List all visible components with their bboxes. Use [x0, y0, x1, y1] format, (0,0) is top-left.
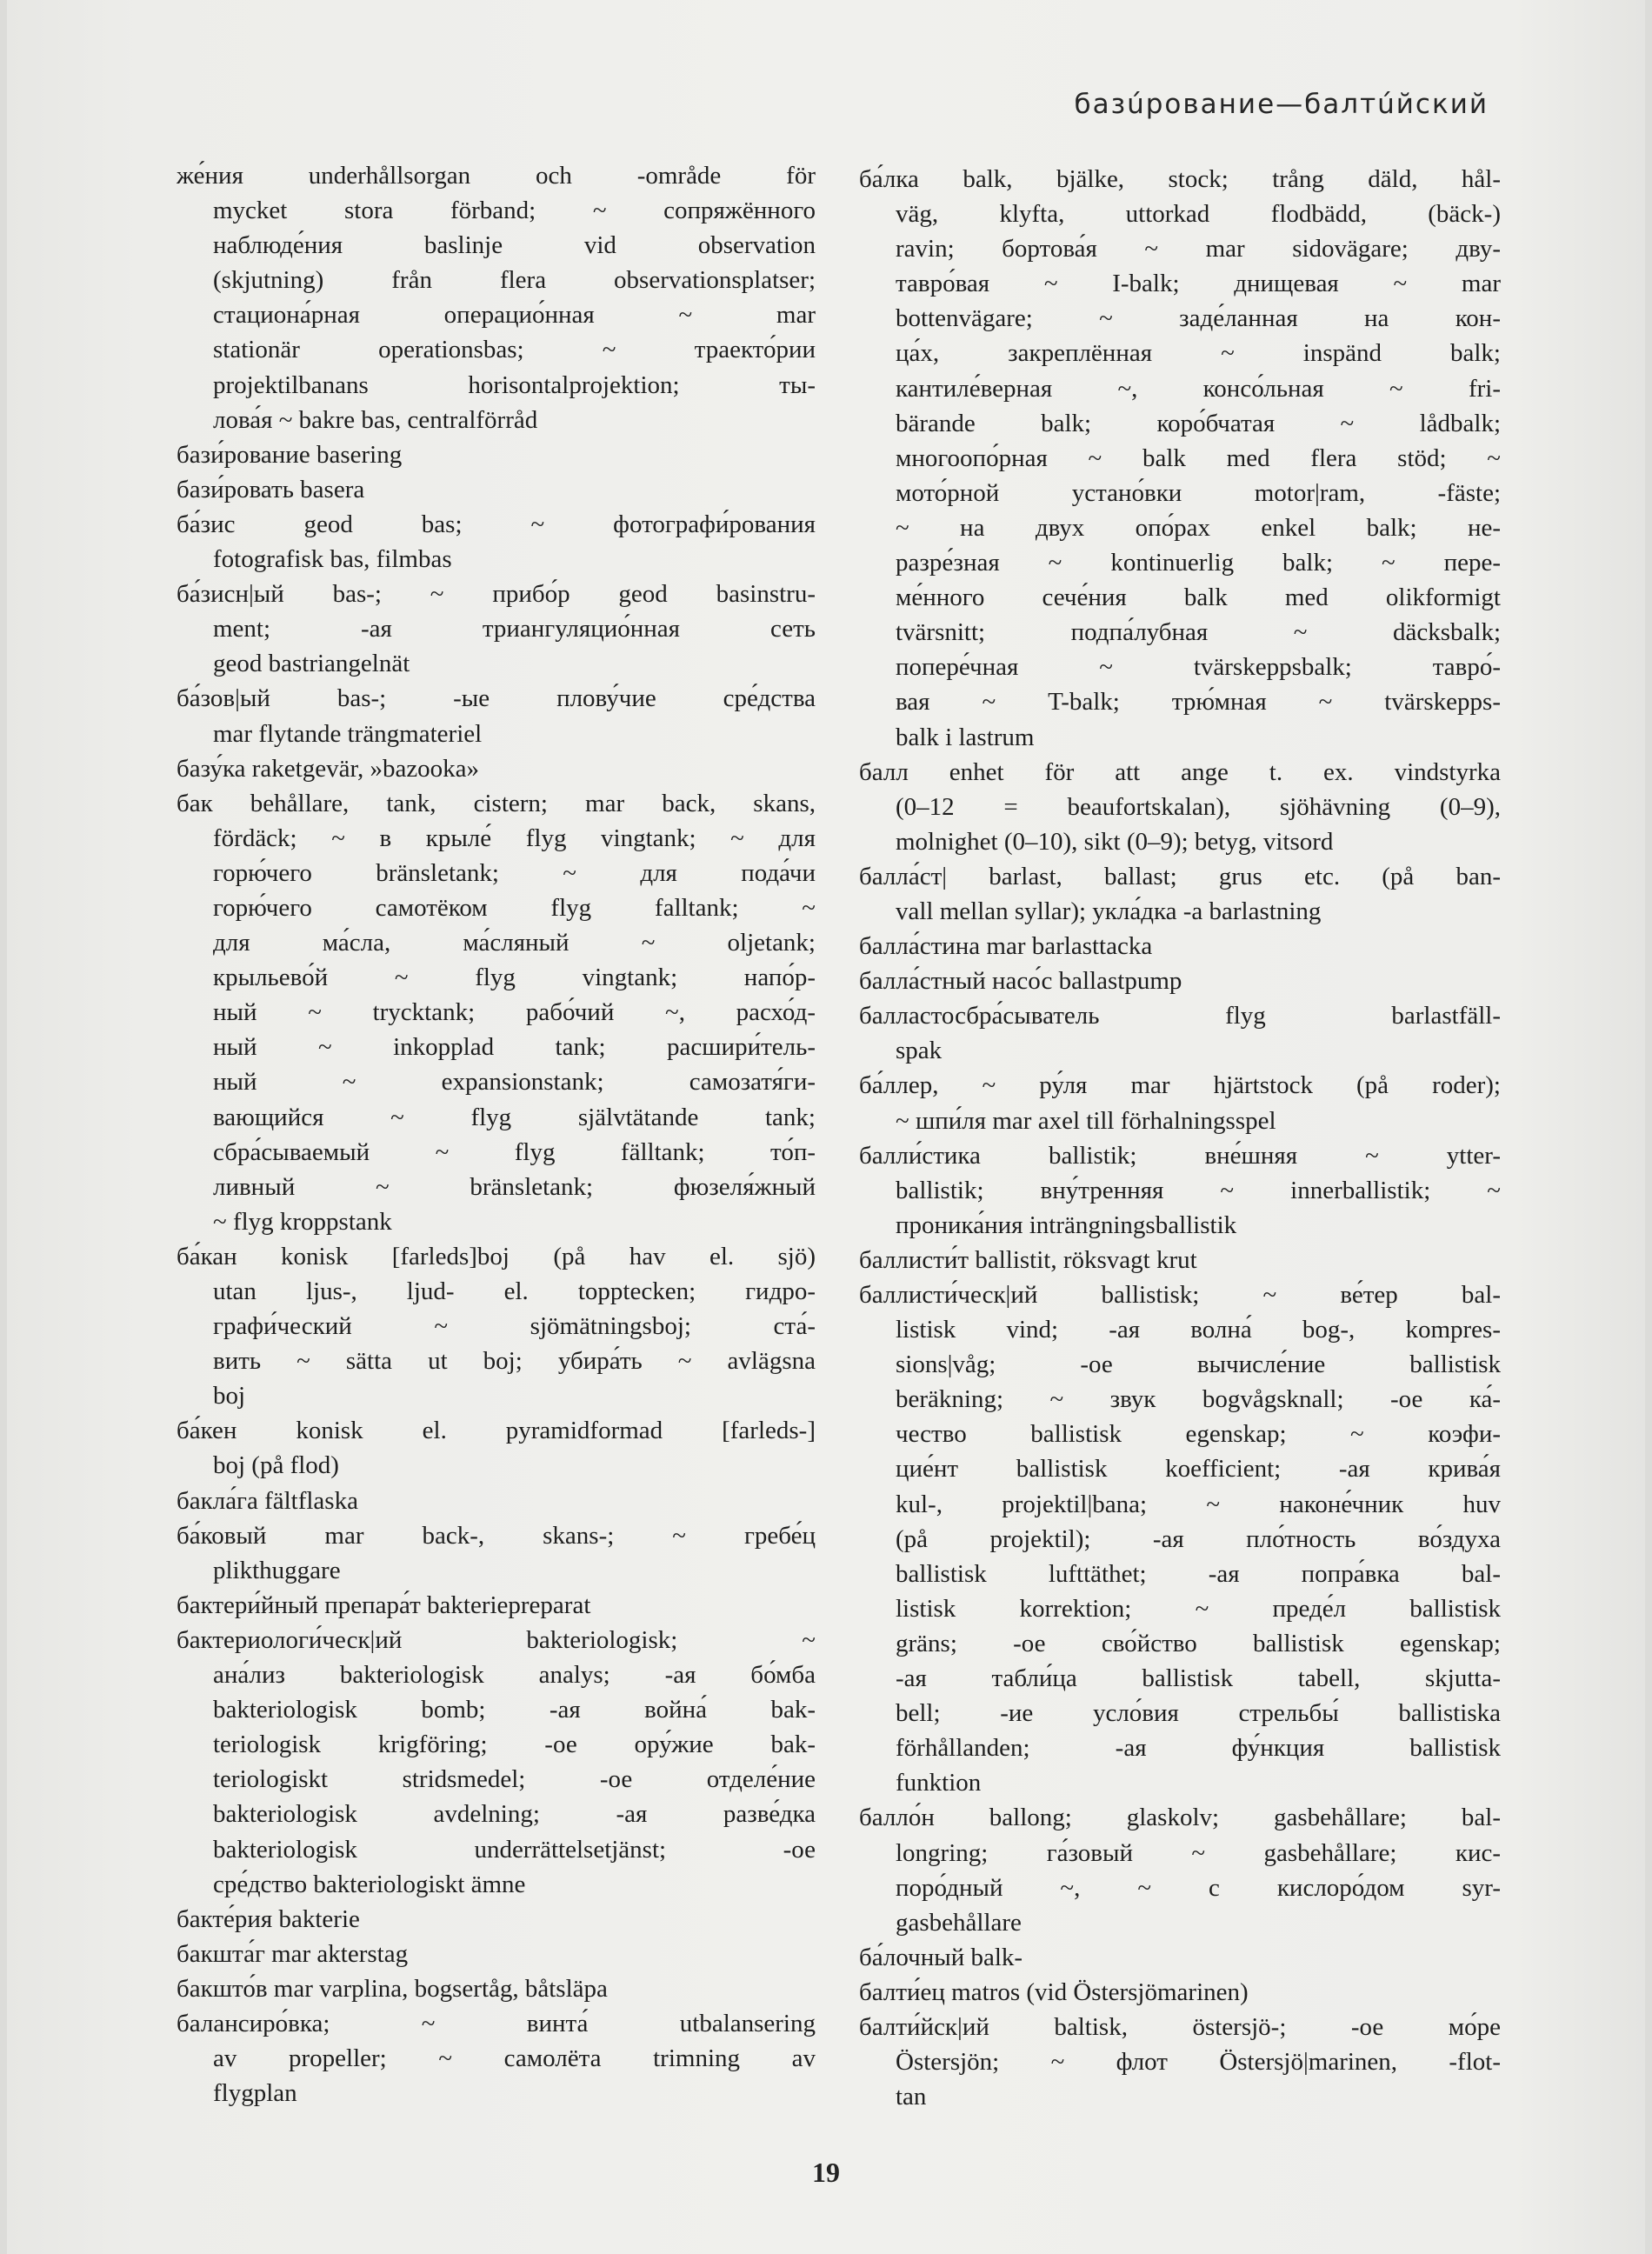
dictionary-line: бази́ровать basera — [177, 475, 365, 503]
dictionary-line: ballistisk lufttäthet; -ая попра́вка bal- — [896, 1559, 1501, 1588]
dictionary-line: разре́зная ~ kontinuerlig balk; ~ пере- — [896, 549, 1501, 577]
dictionary-line: ный ~ expansionstank; самозатя́ги- — [213, 1068, 816, 1097]
dictionary-line: ба́зис geod bas; ~ фотографи́рования — [177, 510, 816, 538]
dictionary-line: ба́лочный balk- — [859, 1943, 1023, 1971]
dictionary-line: баллисти́ческ|ий ballistisk; ~ ве́тер bal- — [859, 1281, 1501, 1309]
dictionary-line: ца́х, закреплённая ~ inspänd balk; — [896, 339, 1501, 368]
dictionary-line: балансиро́вка; ~ винта́ utbalansering — [177, 2009, 816, 2037]
dictionary-line: bakteriologisk bomb; -ая война́ bak- — [213, 1696, 816, 1724]
dictionary-line: funktion — [896, 1769, 982, 1797]
dictionary-line: ба́ллер, ~ ру́ля mar hjärtstock (på roder); — [859, 1071, 1501, 1100]
dictionary-line: (skjutning) från flera observationsplatser; — [213, 266, 816, 295]
dictionary-line: балл enhet för att ange t. ex. vindstyrka — [859, 757, 1501, 786]
running-head: базúрование—балтúйский — [1074, 89, 1489, 120]
dictionary-line: цие́нт ballistisk koefficient; -ая крива́я — [896, 1455, 1501, 1484]
dictionary-line: же́ния underhållsorgan och -område för — [177, 162, 816, 190]
dictionary-line: projektilbanans horisontalprojektion; ты- — [213, 370, 816, 399]
dictionary-line: балластосбра́сыватель flyg barlastfäll- — [859, 1002, 1501, 1030]
dictionary-line: балла́стный насо́с ballastpump — [859, 967, 1182, 996]
dictionary-line: бази́рование basering — [177, 440, 403, 469]
dictionary-line: listisk korrektion; ~ преде́л ballistisk — [896, 1594, 1501, 1623]
dictionary-line: балла́стина mar barlasttacka — [859, 932, 1153, 961]
dictionary-line: вая ~ T-balk; трю́мная ~ tvärskepps- — [896, 688, 1501, 717]
dictionary-line: ба́зисн|ый bas-; ~ прибо́р geod basinstru- — [177, 580, 816, 609]
dictionary-line: ment; -ая триангуляцио́нная сеть — [213, 615, 816, 644]
dictionary-line: бакла́га fältflaska — [177, 1486, 358, 1515]
dictionary-line: бактериологи́ческ|ий bakteriologisk; ~ — [177, 1625, 816, 1654]
dictionary-line: av propeller; ~ самолёта trimning av — [213, 2044, 816, 2073]
dictionary-line: balk i lastrum — [896, 723, 1035, 751]
dictionary-line: ба́кан konisk [farleds]boj (på hav el. sjö) — [177, 1242, 816, 1270]
dictionary-line: наблюде́ния baslinje vid observation — [213, 231, 816, 260]
dictionary-line: molnighet (0–10), sikt (0–9); betyg, vitsord — [896, 827, 1334, 856]
dictionary-line: вить ~ sätta ut boj; убира́ть ~ avlägsna — [213, 1347, 816, 1376]
dictionary-line: бакте́рия bakterie — [177, 1904, 360, 1933]
dictionary-line: сбра́сываемый ~ flyg fälltank; то́п- — [213, 1137, 816, 1166]
dictionary-line: spak — [896, 1037, 943, 1065]
right-column — [859, 162, 1501, 2114]
dictionary-line: ~ flyg kroppstank — [213, 1207, 392, 1236]
dictionary-line: горю́чего самотёком flyg falltank; ~ — [213, 893, 816, 922]
dictionary-line: fotografisk bas, filmbas — [213, 545, 452, 574]
dictionary-line: балти́йск|ий baltisk, östersjö-; -ое мо́ре — [859, 2012, 1501, 2041]
dictionary-line: kul-, projektil|bana; ~ наконе́чник huv — [896, 1490, 1501, 1518]
dictionary-line: ный ~ inkopplad tank; расшири́тель- — [213, 1033, 816, 1062]
dictionary-line: listisk vind; -ая волна́ bog-, kompres- — [896, 1316, 1501, 1344]
dictionary-line: бакшта́г mar akterstag — [177, 1939, 409, 1968]
dictionary-line: балло́н ballong; glaskolv; gasbehållare; bal- — [859, 1804, 1501, 1832]
dictionary-line: ба́ковый mar back-, skans-; ~ гребе́ц — [177, 1521, 816, 1550]
dictionary-line: longring; га́зовый ~ gasbehållare; кис- — [896, 1838, 1501, 1867]
dictionary-line: балти́ец matros (vid Östersjömarinen) — [859, 1977, 1249, 2006]
page-number: 19 — [812, 2157, 840, 2188]
dictionary-line: вающийся ~ flyg självtätande tank; — [213, 1103, 816, 1131]
dictionary-line: boj (på flod) — [213, 1451, 339, 1480]
dictionary-line: лова́я ~ bakre bas, centralförråd — [213, 405, 538, 434]
dictionary-line: ~ шпи́ля mar axel till förhalningsspel — [896, 1106, 1276, 1135]
dictionary-line: boj — [213, 1382, 246, 1410]
dictionary-line: горю́чего bränsletank; ~ для пода́чи — [213, 858, 816, 887]
dictionary-line: tan — [896, 2083, 927, 2111]
dictionary-line: балла́ст| barlast, ballast; grus etc. (på ban- — [859, 862, 1501, 890]
dictionary-line: ба́лка balk, bjälke, stock; trång däld, hål- — [859, 165, 1501, 193]
dictionary-line: -ая табли́ца ballistisk tabell, skjutta- — [896, 1664, 1501, 1693]
dictionary-line: stationär operationsbas; ~ траекто́рии — [213, 336, 816, 364]
dictionary-line: мото́рной устано́вки motor|ram, -fäste; — [896, 478, 1501, 507]
dictionary-line: förhållanden; -ая фу́нкция ballistisk — [896, 1734, 1501, 1763]
left-column — [177, 158, 816, 2111]
dictionary-line: баллисти́т ballistit, röksvagt krut — [859, 1245, 1197, 1274]
dictionary-line: бакшто́в mar varplina, bogsertåg, båtsläpa — [177, 1974, 608, 2003]
dictionary-line: многоопо́рная ~ balk med flera stöd; ~ — [896, 443, 1501, 472]
dictionary-line: plikthuggare — [213, 1556, 341, 1584]
dictionary-line: бак behållare, tank, cistern; mar back, skans, — [177, 789, 816, 817]
dictionary-line: ный ~ trycktank; рабо́чий ~, расхо́д- — [213, 998, 816, 1027]
dictionary-line: балли́стика ballistik; вне́шняя ~ ytter- — [859, 1141, 1501, 1170]
dictionary-line: bakteriologisk avdelning; -ая разве́дка — [213, 1800, 816, 1829]
dictionary-line: графи́ческий ~ sjömätningsboj; ста́- — [213, 1312, 816, 1341]
dictionary-line: ballistik; вну́тренняя ~ innerballistik; ~ — [896, 1176, 1501, 1204]
dictionary-line: сре́дство bakteriologiskt ämne — [213, 1870, 526, 1898]
dictionary-line: (på projektil); -ая пло́тность во́здуха — [896, 1524, 1501, 1553]
dictionary-line: tvärsnitt; подпа́лубная ~ däcksbalk; — [896, 618, 1501, 647]
dictionary-line: ба́кен konisk el. pyramidformad [farleds-] — [177, 1417, 816, 1445]
dictionary-line: bottenvägare; ~ заде́ланная на кон- — [896, 304, 1501, 333]
dictionary-line: mycket stora förband; ~ сопряжённого — [213, 197, 816, 225]
dictionary-line: ме́нного сече́ния balk med olikformigt — [896, 584, 1501, 612]
dictionary-line: тавро́вая ~ I-balk; днищевая ~ mar — [896, 270, 1501, 298]
dictionary-line: fördäck; ~ в крыле́ flyg vingtank; ~ для — [213, 824, 816, 852]
dictionary-line: utan ljus-, ljud- el. topptecken; гидро- — [213, 1277, 816, 1305]
dictionary-line: базу́ка raketgevär, »bazooka» — [177, 754, 480, 783]
dictionary-line: gräns; -ое сво́йство ballistisk egenskap; — [896, 1629, 1501, 1657]
dictionary-line: flygplan — [213, 2079, 297, 2108]
dictionary-line: крыльево́й ~ flyg vingtank; напо́р- — [213, 964, 816, 992]
dictionary-line: стациона́рная операцио́нная ~ mar — [213, 301, 816, 330]
dictionary-line: vall mellan syllar); укла́дка -а barlastning — [896, 897, 1322, 925]
dictionary-line: beräkning; ~ звук bogvågsknall; -ое ка́- — [896, 1385, 1501, 1414]
dictionary-line: поро́дный ~, ~ с кислоро́дом syr- — [896, 1873, 1501, 1902]
dictionary-line: бактери́йный препара́т bakteriepreparat — [177, 1590, 591, 1619]
dictionary-line: ливный ~ bränsletank; фюзеля́жный — [213, 1172, 816, 1201]
dictionary-line: bärande balk; коро́бчатая ~ lådbalk; — [896, 409, 1501, 437]
dictionary-line: проника́ния inträngningsballistik — [896, 1210, 1237, 1239]
dictionary-line: Östersjön; ~ флот Östersjö|marinen, -flot- — [896, 2048, 1501, 2077]
dictionary-line: ravin; бортова́я ~ mar sidovägare; дву- — [896, 235, 1501, 263]
dictionary-line: bakteriologisk underrättelsetjänst; -ое — [213, 1835, 816, 1864]
dictionary-line: попере́чная ~ tvärskeppsbalk; тавро́- — [896, 653, 1501, 682]
dictionary-line: väg, klyfta, uttorkad flodbädd, (bäck-) — [896, 200, 1501, 229]
dictionary-line: mar flytande trängmateriel — [213, 719, 483, 748]
dictionary-line: чество ballistisk egenskap; ~ коэфи- — [896, 1420, 1501, 1449]
dictionary-line: кантиле́верная ~, консо́льная ~ fri- — [896, 374, 1501, 403]
dictionary-line: (0–12 = beaufortskalan), sjöhävning (0–9), — [896, 792, 1501, 821]
dictionary-line: geod bastriangelnät — [213, 650, 410, 678]
dictionary-page — [7, 0, 1645, 2254]
dictionary-line: bell; -ие усло́вия стрельбы́ ballistiska — [896, 1699, 1501, 1728]
dictionary-line: ба́зов|ый bas-; -ые плову́чие сре́дства — [177, 684, 816, 713]
dictionary-line: ~ на двух опо́рах enkel balk; не- — [896, 513, 1501, 542]
dictionary-line: teriologiskt stridsmedel; -ое отделе́ние — [213, 1765, 816, 1794]
dictionary-line: gasbehållare — [896, 1908, 1022, 1937]
dictionary-line: teriologisk krigföring; -ое ору́жие bak- — [213, 1731, 816, 1759]
dictionary-line: ана́лиз bakteriologisk analys; -ая бо́мба — [213, 1661, 816, 1690]
dictionary-line: для ма́сла, ма́сляный ~ oljetank; — [213, 929, 816, 957]
dictionary-line: sions|våg; -ое вычисле́ние ballistisk — [896, 1350, 1501, 1379]
